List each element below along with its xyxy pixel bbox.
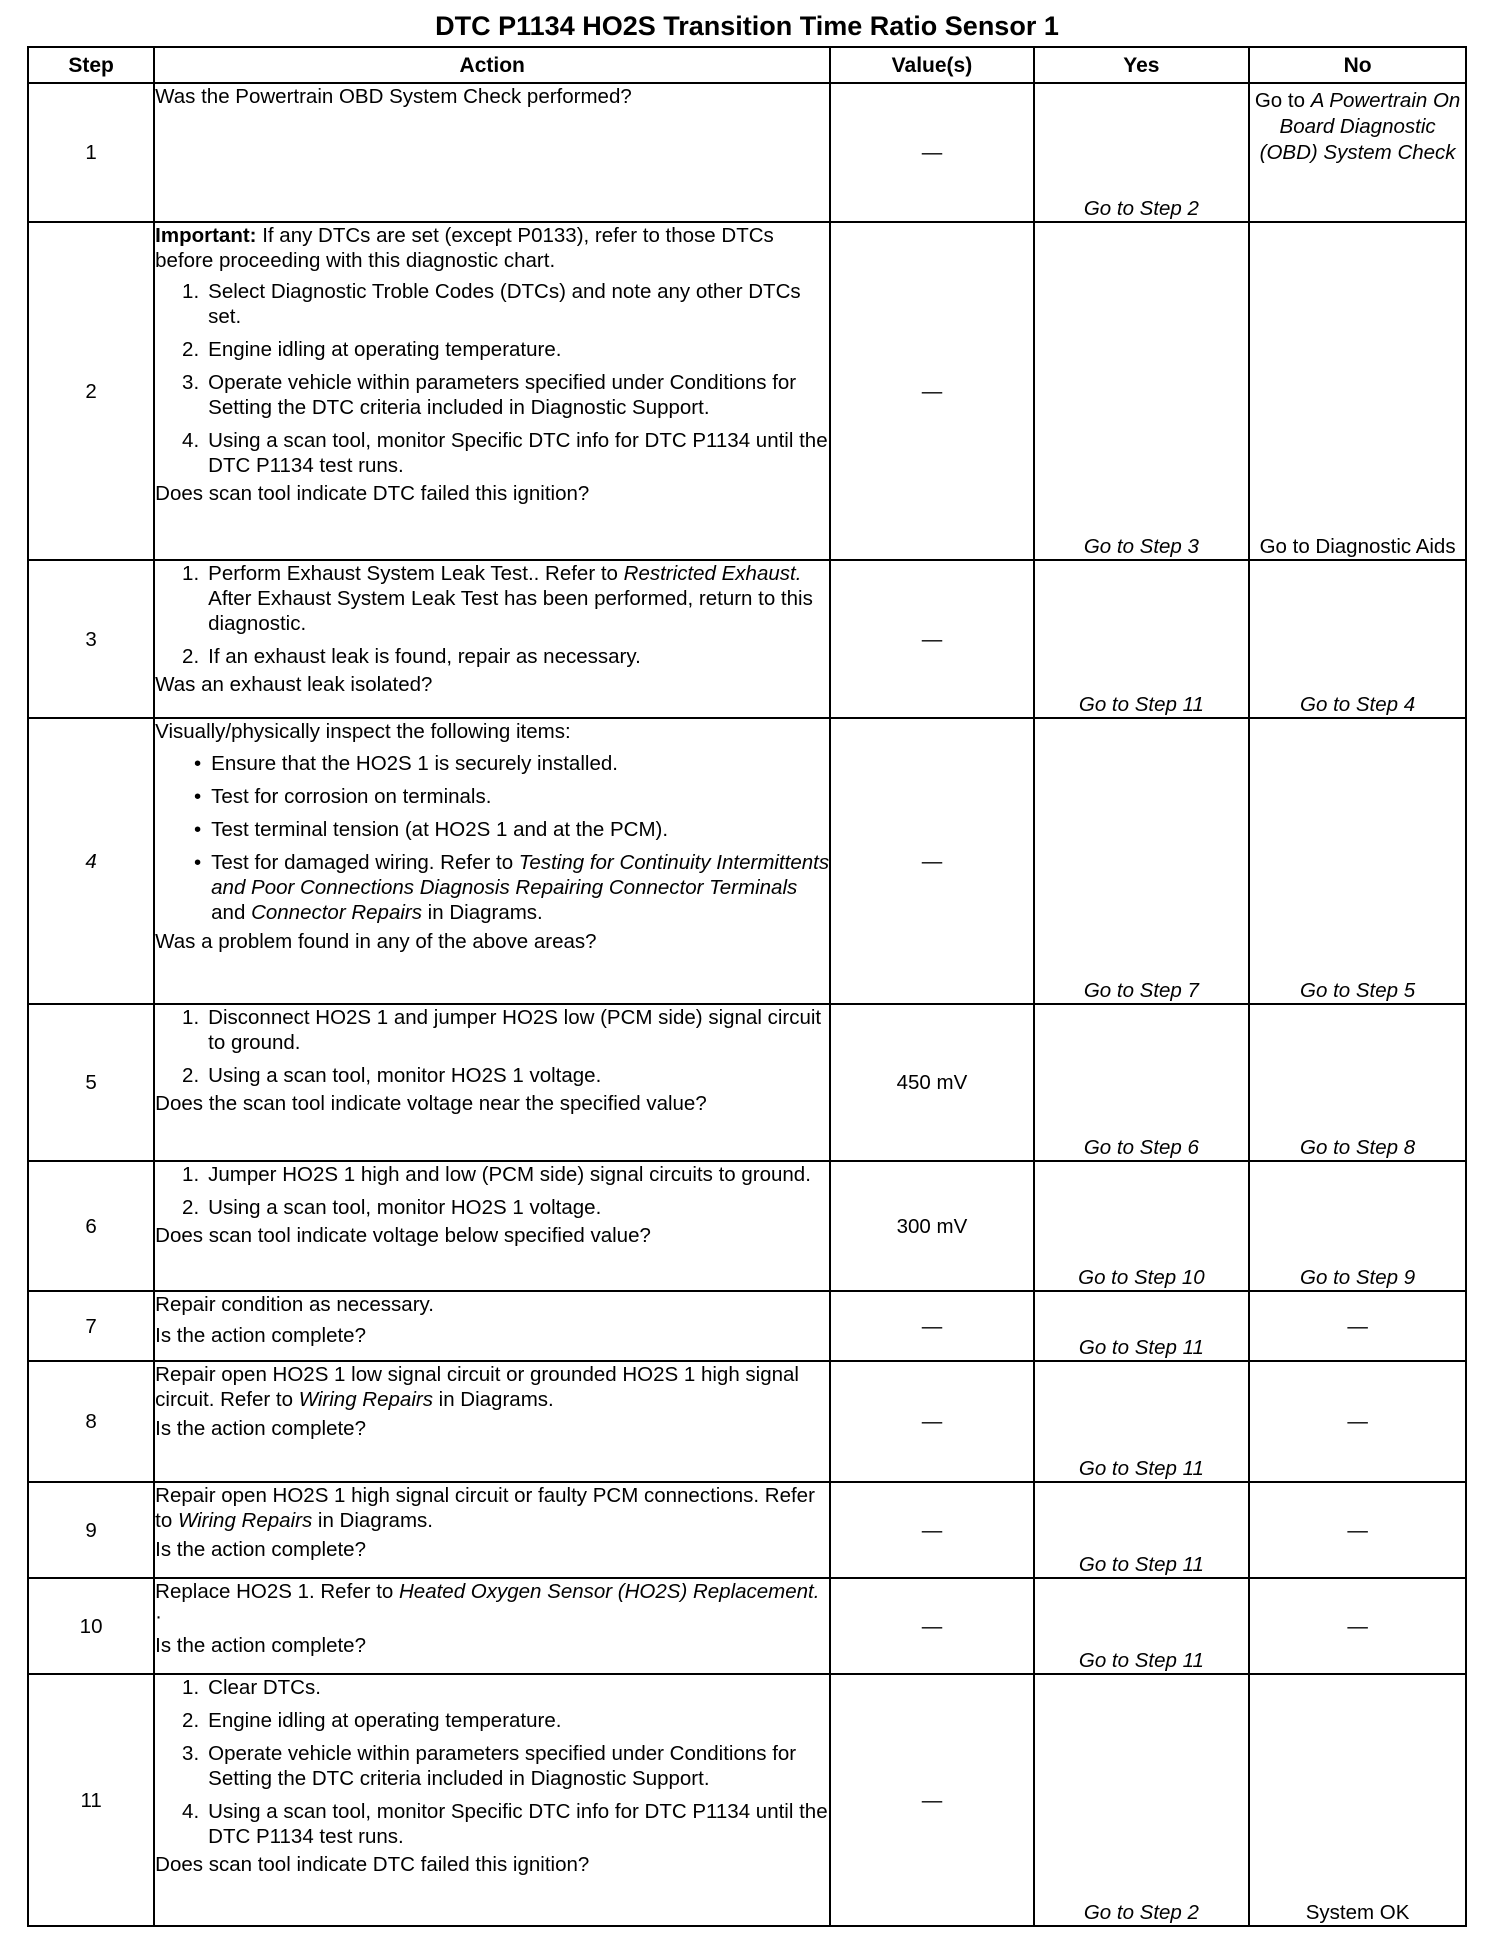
table-header-row xyxy=(28,47,1466,83)
list-item: 2. Using a scan tool, monitor HO2S 1 voltage. xyxy=(182,1196,602,1219)
no-cell: — xyxy=(1249,1482,1466,1578)
action-question: Is the action complete? xyxy=(155,1324,366,1347)
action-question: Was a problem found in any of the above areas? xyxy=(155,930,597,953)
action-question: Is the action complete? xyxy=(155,1417,366,1440)
step-number: 10 xyxy=(28,1578,154,1674)
action-question: Does scan tool indicate DTC failed this ignition? xyxy=(155,1853,590,1876)
step-number: 2 xyxy=(28,222,154,560)
yes-cell: Go to Step 6 xyxy=(1034,1004,1250,1161)
action-cell xyxy=(154,718,830,1004)
action-question: Was the Powertrain OBD System Check performed? xyxy=(155,85,632,108)
list-item: 2. Using a scan tool, monitor HO2S 1 voltage. xyxy=(182,1064,602,1087)
important-text: If any DTCs are set (except P0133), refer to those DTCs before proceeding with this diagnostic chart. xyxy=(155,224,774,272)
action-intro: Visually/physically inspect the following items: xyxy=(155,720,571,743)
value-cell: — xyxy=(830,1291,1033,1361)
value-cell: — xyxy=(830,1674,1033,1926)
step-number: 7 xyxy=(28,1291,154,1361)
action-cell xyxy=(154,1161,830,1291)
yes-cell: Go to Step 3 xyxy=(1034,222,1250,560)
list-item: 3. Operate vehicle within parameters specified under Conditions for Setting the DTC criteria included in Diagnostic Support. xyxy=(182,371,797,419)
value-cell: — xyxy=(830,718,1033,1004)
action-cell xyxy=(154,560,830,718)
action-question: Does scan tool indicate voltage below specified value? xyxy=(155,1224,651,1247)
value-cell: 300 mV xyxy=(830,1161,1033,1291)
yes-cell: Go to Step 11 xyxy=(1034,1291,1250,1361)
step-number: 11 xyxy=(28,1674,154,1926)
important-label: Important: xyxy=(155,224,257,247)
action-question: Is the action complete? xyxy=(155,1634,366,1657)
no-cell: Go to Step 8 xyxy=(1249,1004,1466,1161)
step-number: 9 xyxy=(28,1482,154,1578)
action-question: Does the scan tool indicate voltage near the specified value? xyxy=(155,1092,707,1115)
list-item: 2. Engine idling at operating temperature. xyxy=(182,1709,562,1732)
list-item: 3. Operate vehicle within parameters specified under Conditions for Setting the DTC criteria included in Diagnostic Support. xyxy=(182,1742,797,1790)
step-number: 3 xyxy=(28,560,154,718)
yes-cell: Go to Step 11 xyxy=(1034,560,1250,718)
header-no: No xyxy=(1249,47,1466,83)
yes-cell: Go to Step 10 xyxy=(1034,1161,1250,1291)
list-item: 4. Using a scan tool, monitor Specific DTC info for DTC P1134 until the DTC P1134 test runs. xyxy=(182,1800,828,1848)
no-italic-ref: A Powertrain On Board Diagnostic (OBD) System Check xyxy=(1259,89,1461,164)
step-number: 4 xyxy=(28,718,154,1004)
no-cell: — xyxy=(1249,1578,1466,1674)
table-row xyxy=(28,1578,1466,1674)
no-cell: Go to Step 4 xyxy=(1249,560,1466,718)
step-number: 5 xyxy=(28,1004,154,1161)
list-item: 2. Engine idling at operating temperature. xyxy=(182,338,562,361)
value-cell: — xyxy=(830,1482,1033,1578)
list-item: 4. Using a scan tool, monitor Specific DTC info for DTC P1134 until the DTC P1134 test runs. xyxy=(182,429,828,477)
action-question: Was an exhaust leak isolated? xyxy=(155,673,433,696)
action-text: Repair condition as necessary. xyxy=(155,1293,434,1316)
action-text: Replace HO2S 1. Refer to Heated Oxygen Sensor (HO2S) Replacement. · xyxy=(155,1580,820,1628)
value-cell: — xyxy=(830,560,1033,718)
list-item: 1. Clear DTCs. xyxy=(182,1676,321,1699)
header-action: Action xyxy=(154,47,830,83)
list-item: 1. Disconnect HO2S 1 and jumper HO2S low (PCM side) signal circuit to ground. xyxy=(182,1006,822,1054)
yes-cell: Go to Step 2 xyxy=(1034,83,1250,222)
table-row xyxy=(28,222,1466,560)
list-item: • Test terminal tension (at HO2S 1 and at the PCM). xyxy=(193,818,669,841)
table-row xyxy=(28,1291,1466,1361)
value-cell: 450 mV xyxy=(830,1004,1033,1161)
value-cell: — xyxy=(830,1578,1033,1674)
yes-cell: Go to Step 11 xyxy=(1034,1482,1250,1578)
action-text: Repair open HO2S 1 high signal circuit or faulty PCM connections. Refer to Wiring Repairs in Diagrams. xyxy=(155,1484,815,1532)
list-item: • Ensure that the HO2S 1 is securely installed. xyxy=(193,752,618,775)
no-cell: Go to Step 5 xyxy=(1249,718,1466,1004)
yes-cell: Go to Step 11 xyxy=(1034,1361,1250,1482)
table-row xyxy=(28,1361,1466,1482)
action-cell xyxy=(154,83,830,222)
table-row xyxy=(28,1482,1466,1578)
yes-cell: Go to Step 2 xyxy=(1034,1674,1250,1926)
action-question: Is the action complete? xyxy=(155,1538,366,1561)
list-item: • Test for corrosion on terminals. xyxy=(193,785,492,808)
table-row xyxy=(28,718,1466,1004)
step-number: 6 xyxy=(28,1161,154,1291)
action-cell xyxy=(154,1291,830,1361)
header-step: Step xyxy=(28,47,154,83)
no-cell: Go to Diagnostic Aids xyxy=(1249,222,1466,560)
list-item: 2. If an exhaust leak is found, repair as necessary. xyxy=(182,645,641,668)
value-cell: — xyxy=(830,1361,1033,1482)
page-title: DTC P1134 HO2S Transition Time Ratio Sensor 1 xyxy=(435,11,1059,41)
no-cell xyxy=(1249,83,1466,222)
table-row xyxy=(28,1004,1466,1161)
step-number: 1 xyxy=(28,83,154,222)
action-cell xyxy=(154,1674,830,1926)
action-cell xyxy=(154,1361,830,1482)
no-cell: System OK xyxy=(1249,1674,1466,1926)
yes-cell: Go to Step 11 xyxy=(1034,1578,1250,1674)
list-item: 1. Perform Exhaust System Leak Test.. Refer to Restricted Exhaust. After Exhaust System Leak Test has been performed, return to this diagnostic. xyxy=(182,562,813,635)
value-cell: — xyxy=(830,222,1033,560)
action-text: Repair open HO2S 1 low signal circuit or grounded HO2S 1 high signal circuit. Refer to Wiring Repairs in Diagrams. xyxy=(155,1363,799,1411)
action-cell xyxy=(154,222,830,560)
no-cell: — xyxy=(1249,1361,1466,1482)
yes-cell: Go to Step 7 xyxy=(1034,718,1250,1004)
header-values: Value(s) xyxy=(830,47,1033,83)
no-cell: — xyxy=(1249,1291,1466,1361)
no-cell: Go to Step 9 xyxy=(1249,1161,1466,1291)
table-row xyxy=(28,1674,1466,1926)
table-row xyxy=(28,560,1466,718)
table-row xyxy=(28,1161,1466,1291)
value-cell: — xyxy=(830,83,1033,222)
list-item: • Test for damaged wiring. Refer to Testing for Continuity Intermittents and Poor Connections Diagnosis Repairing Connector Terminals and Connector Repairs in Diagrams. xyxy=(193,851,830,924)
action-cell xyxy=(154,1004,830,1161)
step-number: 8 xyxy=(28,1361,154,1482)
diagnostic-table xyxy=(27,46,1467,1927)
action-cell xyxy=(154,1578,830,1674)
action-cell xyxy=(154,1482,830,1578)
list-item: 1. Jumper HO2S 1 high and low (PCM side) signal circuits to ground. xyxy=(182,1163,811,1186)
no-prefix: Go to xyxy=(1254,89,1311,112)
list-item: 1. Select Diagnostic Troble Codes (DTCs) and note any other DTCs set. xyxy=(182,280,801,328)
action-question: Does scan tool indicate DTC failed this ignition? xyxy=(155,482,590,505)
important-note xyxy=(155,223,829,273)
header-yes: Yes xyxy=(1034,47,1250,83)
table-row xyxy=(28,83,1466,222)
